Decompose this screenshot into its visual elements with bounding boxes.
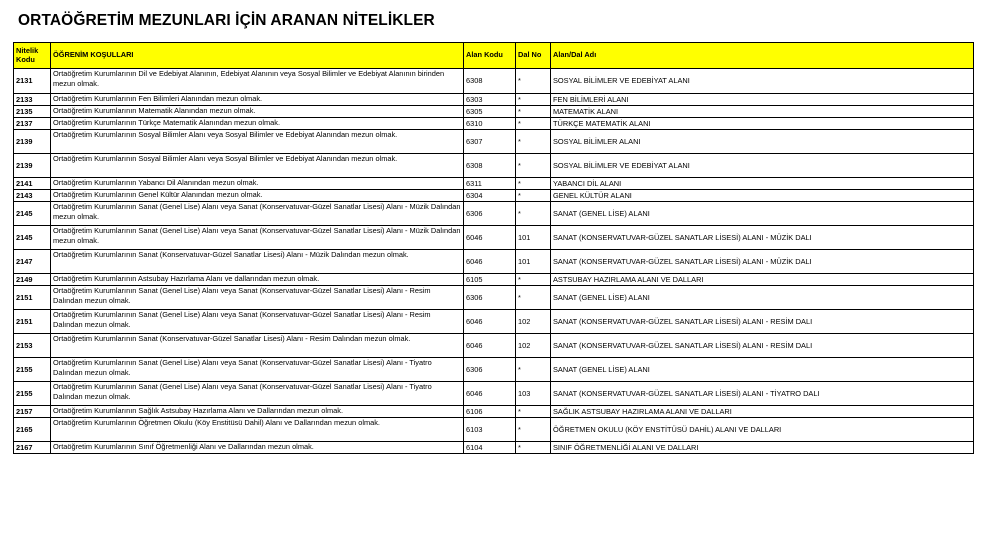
branch-no-cell: * [516,442,551,454]
area-name-cell: ASTSUBAY HAZIRLAMA ALANI VE DALLARI [551,274,974,286]
conditions-cell: Ortaöğretim Kurumlarının Sanat (Konservatuvar-Güzel Sanatlar Lisesi) Alanı - Müzik Dalından mezun olmak. [51,250,464,274]
table-row [14,106,974,118]
area-name-cell: SOSYAL BİLİMLER VE EDEBİYAT ALANI [551,69,974,94]
area-code-cell: 6307 [464,130,516,154]
branch-no-cell: * [516,418,551,442]
conditions-cell: Ortaöğretim Kurumlarının Sosyal Bilimler Alanı veya Sosyal Bilimler ve Edebiyat Alanından mezun olmak. [51,130,464,154]
area-name-cell: SOSYAL BİLİMLER VE EDEBİYAT ALANI [551,154,974,178]
header-conditions: ÖĞRENİM KOŞULLARI [51,43,464,69]
table-row [14,190,974,202]
area-name-cell: TÜRKÇE MATEMATİK ALANI [551,118,974,130]
area-name-cell: GENEL KÜLTÜR ALANI [551,190,974,202]
header-code: Nitelik Kodu [14,43,51,69]
conditions-cell: Ortaöğretim Kurumlarının Fen Bilimleri Alanından mezun olmak. [51,94,464,106]
table-row [14,69,974,94]
code-cell: 2137 [14,118,51,130]
table-body [14,69,974,454]
table-row [14,274,974,286]
code-cell: 2155 [14,358,51,382]
branch-no-cell: * [516,286,551,310]
table-row [14,286,974,310]
conditions-cell: Ortaöğretim Kurumlarının Öğretmen Okulu (Köy Enstitüsü Dahil) Alanı ve Dallarından mezun olmak. [51,418,464,442]
branch-no-cell: * [516,130,551,154]
area-name-cell: SANAT (KONSERVATUVAR-GÜZEL SANATLAR LİSESİ) ALANI - RESİM DALI [551,334,974,358]
table-row [14,382,974,406]
area-name-cell: SANAT (GENEL LİSE) ALANI [551,202,974,226]
branch-no-cell: 101 [516,250,551,274]
area-name-cell: MATEMATİK ALANI [551,106,974,118]
branch-no-cell: * [516,106,551,118]
code-cell: 2155 [14,382,51,406]
conditions-cell: Ortaöğretim Kurumlarının Sanat (Konservatuvar-Güzel Sanatlar Lisesi) Alanı - Resim Dalından mezun olmak. [51,334,464,358]
table-row [14,250,974,274]
area-name-cell: SAĞLIK ASTSUBAY HAZIRLAMA ALANI VE DALLARI [551,406,974,418]
area-code-cell: 6306 [464,358,516,382]
table-row [14,226,974,250]
area-name-cell: SANAT (GENEL LİSE) ALANI [551,286,974,310]
area-code-cell: 6103 [464,418,516,442]
area-code-cell: 6105 [464,274,516,286]
table-row [14,310,974,334]
area-code-cell: 6303 [464,94,516,106]
code-cell: 2151 [14,286,51,310]
code-cell: 2165 [14,418,51,442]
area-name-cell: YABANCI DİL ALANI [551,178,974,190]
area-name-cell: SANAT (GENEL LİSE) ALANI [551,358,974,382]
qualifications-table [13,42,974,454]
branch-no-cell: 103 [516,382,551,406]
branch-no-cell: * [516,358,551,382]
area-code-cell: 6308 [464,69,516,94]
code-cell: 2153 [14,334,51,358]
conditions-cell: Ortaöğretim Kurumlarının Yabancı Dil Alanından mezun olmak. [51,178,464,190]
area-name-cell: FEN BİLİMLERİ ALANI [551,94,974,106]
area-code-cell: 6046 [464,334,516,358]
code-cell: 2131 [14,69,51,94]
area-code-cell: 6304 [464,190,516,202]
branch-no-cell: 102 [516,310,551,334]
area-code-cell: 6311 [464,178,516,190]
conditions-cell: Ortaöğretim Kurumlarının Sanat (Genel Lise) Alanı veya Sanat (Konservatuvar-Güzel Sanatlar Lisesi) Alanı - Tiyatro Dalından mezun olmak. [51,358,464,382]
conditions-cell: Ortaöğretim Kurumlarının Astsubay Hazırlama Alanı ve dallarından mezun olmak. [51,274,464,286]
table-row [14,334,974,358]
area-name-cell: SANAT (KONSERVATUVAR-GÜZEL SANATLAR LİSESİ) ALANI - RESİM DALI [551,310,974,334]
conditions-cell: Ortaöğretim Kurumlarının Sağlık Astsubay Hazırlama Alanı ve Dallarından mezun olmak. [51,406,464,418]
code-cell: 2139 [14,130,51,154]
branch-no-cell: * [516,154,551,178]
table-row [14,406,974,418]
code-cell: 2143 [14,190,51,202]
conditions-cell: Ortaöğretim Kurumlarının Sanat (Genel Lise) Alanı veya Sanat (Konservatuvar-Güzel Sanatlar Lisesi) Alanı - Müzik Dalından mezun olmak. [51,226,464,250]
area-code-cell: 6046 [464,250,516,274]
table-row [14,418,974,442]
branch-no-cell: 102 [516,334,551,358]
branch-no-cell: 101 [516,226,551,250]
area-code-cell: 6104 [464,442,516,454]
conditions-cell: Ortaöğretim Kurumlarının Sanat (Genel Lise) Alanı veya Sanat (Konservatuvar-Güzel Sanatlar Lisesi) Alanı - Müzik Dalından mezun olmak. [51,202,464,226]
conditions-cell: Ortaöğretim Kurumlarının Sanat (Genel Lise) Alanı veya Sanat (Konservatuvar-Güzel Sanatlar Lisesi) Alanı - Resim Dalından mezun olmak. [51,310,464,334]
code-cell: 2167 [14,442,51,454]
table-row [14,118,974,130]
conditions-cell: Ortaöğretim Kurumlarının Türkçe Matematik Alanından mezun olmak. [51,118,464,130]
area-code-cell: 6046 [464,226,516,250]
code-cell: 2149 [14,274,51,286]
table-row [14,178,974,190]
area-code-cell: 6046 [464,310,516,334]
branch-no-cell: * [516,406,551,418]
table-row [14,130,974,154]
table-row [14,94,974,106]
table-row [14,154,974,178]
branch-no-cell: * [516,69,551,94]
conditions-cell: Ortaöğretim Kurumlarının Sosyal Bilimler Alanı veya Sosyal Bilimler ve Edebiyat Alanından mezun olmak. [51,154,464,178]
page-title: ORTAÖĞRETİM MEZUNLARI İÇİN ARANAN NİTELİKLER [18,12,435,29]
area-code-cell: 6305 [464,106,516,118]
table-row [14,442,974,454]
header-row [14,43,974,69]
header-area-name: Alan/Dal Adı [551,43,974,69]
code-cell: 2141 [14,178,51,190]
branch-no-cell: * [516,202,551,226]
table-row [14,202,974,226]
code-cell: 2147 [14,250,51,274]
conditions-cell: Ortaöğretim Kurumlarının Sanat (Genel Lise) Alanı veya Sanat (Konservatuvar-Güzel Sanatlar Lisesi) Alanı - Resim Dalından mezun olmak. [51,286,464,310]
conditions-cell: Ortaöğretim Kurumlarının Genel Kültür Alanından mezun olmak. [51,190,464,202]
area-name-cell: ÖĞRETMEN OKULU (KÖY ENSTİTÜSÜ DAHİL) ALANI VE DALLARI [551,418,974,442]
conditions-cell: Ortaöğretim Kurumlarının Sınıf Öğretmenliği Alanı ve Dallarından mezun olmak. [51,442,464,454]
area-code-cell: 6106 [464,406,516,418]
branch-no-cell: * [516,118,551,130]
table-header [14,43,974,69]
conditions-cell: Ortaöğretim Kurumlarının Dil ve Edebiyat Alanının, Edebiyat Alanının veya Sosyal Bilimler ve Edebiyat Alanının birinden mezun olmak. [51,69,464,94]
code-cell: 2157 [14,406,51,418]
branch-no-cell: * [516,94,551,106]
code-cell: 2135 [14,106,51,118]
header-area-code: Alan Kodu [464,43,516,69]
code-cell: 2133 [14,94,51,106]
code-cell: 2151 [14,310,51,334]
area-code-cell: 6308 [464,154,516,178]
area-name-cell: SANAT (KONSERVATUVAR-GÜZEL SANATLAR LİSESİ) ALANI - TİYATRO DALI [551,382,974,406]
area-code-cell: 6310 [464,118,516,130]
area-code-cell: 6306 [464,286,516,310]
area-name-cell: SOSYAL BİLİMLER ALANI [551,130,974,154]
code-cell: 2145 [14,202,51,226]
code-cell: 2145 [14,226,51,250]
conditions-cell: Ortaöğretim Kurumlarının Matematik Alanından mezun olmak. [51,106,464,118]
area-code-cell: 6306 [464,202,516,226]
header-branch-no: Dal No [516,43,551,69]
code-cell: 2139 [14,154,51,178]
area-name-cell: SINIF ÖĞRETMENLİĞİ ALANI VE DALLARI [551,442,974,454]
branch-no-cell: * [516,274,551,286]
branch-no-cell: * [516,190,551,202]
area-name-cell: SANAT (KONSERVATUVAR-GÜZEL SANATLAR LİSESİ) ALANI - MÜZİK DALI [551,250,974,274]
conditions-cell: Ortaöğretim Kurumlarının Sanat (Genel Lise) Alanı veya Sanat (Konservatuvar-Güzel Sanatlar Lisesi) Alanı - Tiyatro Dalından mezun olmak. [51,382,464,406]
area-code-cell: 6046 [464,382,516,406]
area-name-cell: SANAT (KONSERVATUVAR-GÜZEL SANATLAR LİSESİ) ALANI - MÜZİK DALI [551,226,974,250]
branch-no-cell: * [516,178,551,190]
table-row [14,358,974,382]
